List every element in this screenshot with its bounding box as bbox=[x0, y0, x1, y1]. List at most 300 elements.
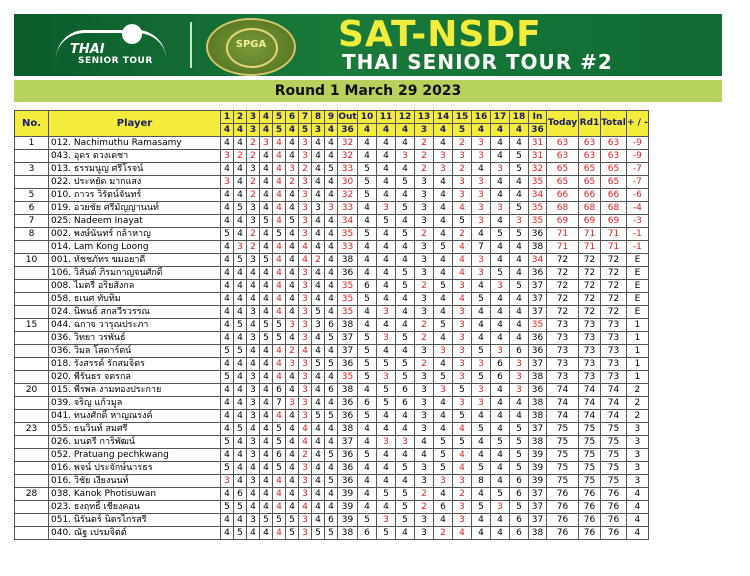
hole-score-cell: 4 bbox=[312, 514, 325, 527]
hole-score-cell: 3 bbox=[247, 332, 260, 345]
hole-score-cell: 5 bbox=[273, 332, 286, 345]
player-name-cell: 012. Nachimuthu Ramasamy bbox=[49, 137, 221, 150]
hole-score-cell: 3 bbox=[453, 176, 472, 189]
plus-minus-cell: E bbox=[627, 306, 649, 319]
hole-score-cell: 5 bbox=[273, 436, 286, 449]
today-cell: 74 bbox=[547, 397, 579, 410]
hole-score-cell: 6 bbox=[325, 514, 338, 527]
rank-cell: 7 bbox=[15, 215, 49, 228]
in-score-cell: 38 bbox=[529, 371, 547, 384]
player-name-cell: 001. หัชชภัทร ขมอยาดี bbox=[49, 254, 221, 267]
hole-score-cell: 5 bbox=[325, 332, 338, 345]
hole-score-cell: 4 bbox=[273, 475, 286, 488]
hole-score-cell: 3 bbox=[472, 137, 491, 150]
rd1-cell: 71 bbox=[579, 241, 601, 254]
hole-score-cell: 4 bbox=[377, 150, 396, 163]
hole-score-cell: 4 bbox=[312, 423, 325, 436]
hole-score-cell: 5 bbox=[325, 475, 338, 488]
hole-score-cell: 4 bbox=[325, 267, 338, 280]
hole-score-cell: 4 bbox=[396, 189, 415, 202]
hole-score-cell: 5 bbox=[453, 384, 472, 397]
out-score-cell: 39 bbox=[338, 501, 358, 514]
hole-score-cell: 4 bbox=[358, 150, 377, 163]
hole-score-cell: 4 bbox=[312, 488, 325, 501]
hole-score-cell: 4 bbox=[260, 436, 273, 449]
player-row bbox=[15, 189, 649, 202]
plus-minus-cell: 2 bbox=[627, 397, 649, 410]
rd1-cell: 76 bbox=[579, 514, 601, 527]
hole-score-cell: 4 bbox=[434, 137, 453, 150]
rank-cell bbox=[15, 358, 49, 371]
hole-score-cell: 4 bbox=[247, 462, 260, 475]
hole-score-cell: 5 bbox=[396, 488, 415, 501]
hole-score-cell: 4 bbox=[247, 280, 260, 293]
logo-divider bbox=[190, 22, 192, 68]
rd1-cell: 73 bbox=[579, 358, 601, 371]
hole-score-cell: 3 bbox=[453, 345, 472, 358]
hole-score-cell: 5 bbox=[472, 423, 491, 436]
hole-score-cell: 4 bbox=[396, 423, 415, 436]
plus-minus-cell: -4 bbox=[627, 202, 649, 215]
out-score-cell: 38 bbox=[338, 384, 358, 397]
player-name-cell: 043. อุดร ดวงเดชา bbox=[49, 150, 221, 163]
hole-score-cell: 4 bbox=[434, 293, 453, 306]
hole-score-cell: 3 bbox=[453, 397, 472, 410]
player-row bbox=[15, 241, 649, 254]
hole-score-cell: 5 bbox=[273, 514, 286, 527]
hole-6-header: 6 bbox=[286, 111, 299, 124]
plus-minus-cell: E bbox=[627, 280, 649, 293]
out-score-cell: 37 bbox=[338, 345, 358, 358]
hole-score-cell: 4 bbox=[312, 137, 325, 150]
out-score-cell: 33 bbox=[338, 202, 358, 215]
hole-score-cell: 4 bbox=[491, 254, 510, 267]
hole-score-cell: 4 bbox=[434, 202, 453, 215]
hole-score-cell: 4 bbox=[286, 371, 299, 384]
hole-score-cell: 8 bbox=[472, 475, 491, 488]
hole-score-cell: 4 bbox=[221, 397, 234, 410]
hole-score-cell: 4 bbox=[377, 319, 396, 332]
plus-minus-cell: 4 bbox=[627, 501, 649, 514]
hole-score-cell: 4 bbox=[286, 423, 299, 436]
hole-score-cell: 3 bbox=[299, 150, 312, 163]
hole-score-cell: 3 bbox=[415, 462, 434, 475]
par-in-cell: 36 bbox=[529, 124, 547, 137]
hole-score-cell: 3 bbox=[415, 527, 434, 540]
hole-score-cell: 3 bbox=[247, 215, 260, 228]
out-score-cell: 35 bbox=[338, 293, 358, 306]
in-score-cell: 37 bbox=[529, 488, 547, 501]
hole-score-cell: 5 bbox=[358, 345, 377, 358]
rd1-cell: 63 bbox=[579, 137, 601, 150]
hole-score-cell: 4 bbox=[472, 332, 491, 345]
par-cell: 4 bbox=[491, 124, 510, 137]
hole-score-cell: 6 bbox=[273, 449, 286, 462]
hole-score-cell: 3 bbox=[453, 358, 472, 371]
hole-score-cell: 4 bbox=[358, 319, 377, 332]
total-cell: 73 bbox=[601, 345, 627, 358]
hole-score-cell: 4 bbox=[358, 384, 377, 397]
hole-score-cell: 4 bbox=[286, 293, 299, 306]
hole-score-cell: 4 bbox=[312, 436, 325, 449]
out-score-cell: 36 bbox=[338, 462, 358, 475]
today-cell: 72 bbox=[547, 267, 579, 280]
hole-score-cell: 4 bbox=[434, 423, 453, 436]
hole-score-cell: 5 bbox=[221, 371, 234, 384]
hole-score-cell: 4 bbox=[273, 163, 286, 176]
rank-cell bbox=[15, 306, 49, 319]
hole-score-cell: 5 bbox=[472, 462, 491, 475]
hole-14-header: 14 bbox=[434, 111, 453, 124]
hole-score-cell: 5 bbox=[377, 527, 396, 540]
player-name-cell: 016. พจน์ ประจักษ์นารธร bbox=[49, 462, 221, 475]
hole-score-cell: 4 bbox=[260, 176, 273, 189]
hole-score-cell: 7 bbox=[273, 397, 286, 410]
hole-score-cell: 2 bbox=[234, 150, 247, 163]
hole-score-cell: 3 bbox=[299, 527, 312, 540]
hole-score-cell: 5 bbox=[325, 410, 338, 423]
player-row bbox=[15, 176, 649, 189]
hole-score-cell: 3 bbox=[247, 514, 260, 527]
total-cell: 72 bbox=[601, 267, 627, 280]
hole-score-cell: 3 bbox=[299, 332, 312, 345]
hole-score-cell: 4 bbox=[286, 150, 299, 163]
out-score-cell: 36 bbox=[338, 410, 358, 423]
hole-score-cell: 4 bbox=[234, 358, 247, 371]
out-score-cell: 35 bbox=[338, 371, 358, 384]
hole-score-cell: 4 bbox=[286, 436, 299, 449]
hole-score-cell: 3 bbox=[247, 254, 260, 267]
player-name-cell: 023. ธงฤทธิ์ เชี่ยงคอน bbox=[49, 501, 221, 514]
in-score-cell: 37 bbox=[529, 358, 547, 371]
plus-minus-cell: 1 bbox=[627, 319, 649, 332]
hole-score-cell: 4 bbox=[286, 410, 299, 423]
in-header: In bbox=[529, 111, 547, 124]
hole-score-cell: 6 bbox=[434, 501, 453, 514]
plus-minus-cell: 3 bbox=[627, 462, 649, 475]
hole-18-header: 18 bbox=[510, 111, 529, 124]
rank-cell bbox=[15, 501, 49, 514]
hole-score-cell: 4 bbox=[273, 501, 286, 514]
hole-score-cell: 4 bbox=[221, 332, 234, 345]
player-row bbox=[15, 501, 649, 514]
hole-score-cell: 5 bbox=[510, 501, 529, 514]
hole-score-cell: 3 bbox=[299, 371, 312, 384]
hole-score-cell: 6 bbox=[325, 384, 338, 397]
hole-score-cell: 3 bbox=[453, 514, 472, 527]
hole-score-cell: 4 bbox=[299, 436, 312, 449]
hole-score-cell: 5 bbox=[510, 462, 529, 475]
hole-score-cell: 4 bbox=[325, 228, 338, 241]
rd1-cell: 75 bbox=[579, 423, 601, 436]
hole-score-cell: 4 bbox=[377, 410, 396, 423]
par-cell: 4 bbox=[472, 124, 491, 137]
hole-score-cell: 4 bbox=[396, 215, 415, 228]
player-name-cell: 041. ทนงศักดิ์ หาญณรงค์ bbox=[49, 410, 221, 423]
player-row bbox=[15, 228, 649, 241]
hole-score-cell: 4 bbox=[286, 241, 299, 254]
player-row bbox=[15, 358, 649, 371]
hole-score-cell: 3 bbox=[377, 514, 396, 527]
rank-cell bbox=[15, 436, 49, 449]
hole-score-cell: 2 bbox=[415, 501, 434, 514]
hole-score-cell: 3 bbox=[415, 202, 434, 215]
hole-score-cell: 3 bbox=[286, 397, 299, 410]
out-score-cell: 36 bbox=[338, 267, 358, 280]
player-name-cell: 040. ณัฐ เปรมจิตต์ bbox=[49, 527, 221, 540]
hole-score-cell: 3 bbox=[472, 215, 491, 228]
player-row bbox=[15, 423, 649, 436]
hole-score-cell: 4 bbox=[472, 280, 491, 293]
rd1-cell: 72 bbox=[579, 280, 601, 293]
rank-cell: 8 bbox=[15, 228, 49, 241]
hole-score-cell: 4 bbox=[325, 436, 338, 449]
hole-score-cell: 5 bbox=[234, 345, 247, 358]
hole-score-cell: 3 bbox=[491, 163, 510, 176]
hole-score-cell: 4 bbox=[260, 410, 273, 423]
hole-score-cell: 4 bbox=[312, 384, 325, 397]
plus-minus-cell: -1 bbox=[627, 241, 649, 254]
player-name-cell: 002. พงษ์นันทร์ กล้าหาญ bbox=[49, 228, 221, 241]
hole-score-cell: 4 bbox=[247, 501, 260, 514]
hole-score-cell: 4 bbox=[325, 176, 338, 189]
hole-score-cell: 5 bbox=[312, 358, 325, 371]
hole-score-cell: 5 bbox=[286, 527, 299, 540]
hole-score-cell: 5 bbox=[312, 410, 325, 423]
plus-minus-cell: 1 bbox=[627, 371, 649, 384]
hole-score-cell: 3 bbox=[299, 319, 312, 332]
hole-score-cell: 3 bbox=[312, 319, 325, 332]
hole-score-cell: 4 bbox=[286, 267, 299, 280]
hole-score-cell: 4 bbox=[491, 215, 510, 228]
hole-score-cell: 4 bbox=[286, 202, 299, 215]
hole-score-cell: 4 bbox=[325, 371, 338, 384]
hole-score-cell: 5 bbox=[510, 423, 529, 436]
par-cell: 3 bbox=[415, 124, 434, 137]
hole-score-cell: 5 bbox=[396, 176, 415, 189]
spga-logo bbox=[206, 18, 296, 76]
hole-score-cell: 6 bbox=[325, 319, 338, 332]
hole-score-cell: 3 bbox=[221, 475, 234, 488]
hole-score-cell: 4 bbox=[234, 397, 247, 410]
rd1-cell: 73 bbox=[579, 345, 601, 358]
par-cell: 4 bbox=[325, 124, 338, 137]
today-cell: 76 bbox=[547, 488, 579, 501]
golf-ball-icon bbox=[122, 24, 142, 44]
hole-score-cell: 3 bbox=[299, 202, 312, 215]
logo-thai-text: THAI bbox=[70, 42, 105, 57]
hole-score-cell: 4 bbox=[491, 319, 510, 332]
par-cell: 4 bbox=[286, 124, 299, 137]
hole-score-cell: 5 bbox=[273, 319, 286, 332]
rank-cell: 1 bbox=[15, 137, 49, 150]
hole-score-cell: 2 bbox=[415, 163, 434, 176]
hole-score-cell: 4 bbox=[312, 215, 325, 228]
player-name-cell: 015. พีรพล งามทองประกาย bbox=[49, 384, 221, 397]
hole-score-cell: 4 bbox=[312, 267, 325, 280]
hole-score-cell: 4 bbox=[312, 371, 325, 384]
hole-score-cell: 5 bbox=[221, 436, 234, 449]
player-name-cell: 008. ไมตรี อริยสังกล bbox=[49, 280, 221, 293]
hole-score-cell: 4 bbox=[358, 254, 377, 267]
hole-score-cell: 4 bbox=[234, 189, 247, 202]
hole-score-cell: 5 bbox=[434, 436, 453, 449]
rank-cell bbox=[15, 527, 49, 540]
hole-score-cell: 4 bbox=[377, 449, 396, 462]
plus-minus-cell: 1 bbox=[627, 332, 649, 345]
hole-score-cell: 5 bbox=[260, 215, 273, 228]
hole-score-cell: 4 bbox=[472, 449, 491, 462]
rank-cell: 5 bbox=[15, 189, 49, 202]
player-name-cell: 055. ธนวินท์ สมศรี bbox=[49, 423, 221, 436]
hole-score-cell: 4 bbox=[273, 293, 286, 306]
hole-score-cell: 4 bbox=[234, 228, 247, 241]
hole-score-cell: 4 bbox=[396, 475, 415, 488]
hole-score-cell: 4 bbox=[377, 137, 396, 150]
in-score-cell: 39 bbox=[529, 449, 547, 462]
hole-score-cell: 5 bbox=[325, 527, 338, 540]
rank-cell bbox=[15, 332, 49, 345]
hole-score-cell: 3 bbox=[472, 397, 491, 410]
hole-score-cell: 5 bbox=[510, 202, 529, 215]
hole-score-cell: 5 bbox=[396, 462, 415, 475]
out-score-cell: 38 bbox=[338, 527, 358, 540]
par-cell: 4 bbox=[221, 124, 234, 137]
plus-minus-cell: 2 bbox=[627, 384, 649, 397]
hole-score-cell: 4 bbox=[234, 267, 247, 280]
today-cell: 72 bbox=[547, 280, 579, 293]
hole-score-cell: 5 bbox=[396, 280, 415, 293]
rank-cell bbox=[15, 267, 49, 280]
in-score-cell: 37 bbox=[529, 293, 547, 306]
hole-score-cell: 4 bbox=[273, 306, 286, 319]
hole-number-row bbox=[15, 111, 649, 124]
hole-score-cell: 6 bbox=[491, 371, 510, 384]
hole-score-cell: 7 bbox=[472, 241, 491, 254]
today-cell: 73 bbox=[547, 358, 579, 371]
plus-minus-cell: -9 bbox=[627, 150, 649, 163]
rd1-cell: 69 bbox=[579, 215, 601, 228]
total-cell: 75 bbox=[601, 423, 627, 436]
rd1-cell: 75 bbox=[579, 436, 601, 449]
hole-score-cell: 4 bbox=[221, 423, 234, 436]
hole-score-cell: 4 bbox=[312, 241, 325, 254]
hole-score-cell: 4 bbox=[325, 254, 338, 267]
par-out-cell: 36 bbox=[338, 124, 358, 137]
hole-score-cell: 3 bbox=[260, 137, 273, 150]
player-row bbox=[15, 306, 649, 319]
hole-score-cell: 3 bbox=[415, 397, 434, 410]
out-score-cell: 38 bbox=[338, 319, 358, 332]
in-score-cell: 38 bbox=[529, 410, 547, 423]
total-cell: 68 bbox=[601, 202, 627, 215]
player-row bbox=[15, 449, 649, 462]
hole-15-header: 15 bbox=[453, 111, 472, 124]
hole-score-cell: 4 bbox=[396, 293, 415, 306]
hole-score-cell: 3 bbox=[453, 189, 472, 202]
in-score-cell: 38 bbox=[529, 436, 547, 449]
hole-score-cell: 4 bbox=[221, 189, 234, 202]
player-name-cell: 016. วิชัย เงียงนนท์ bbox=[49, 475, 221, 488]
hole-score-cell: 3 bbox=[472, 384, 491, 397]
player-row bbox=[15, 215, 649, 228]
rd1-cell: 65 bbox=[579, 176, 601, 189]
hole-score-cell: 5 bbox=[491, 488, 510, 501]
player-row bbox=[15, 488, 649, 501]
hole-score-cell: 4 bbox=[260, 384, 273, 397]
hole-score-cell: 4 bbox=[247, 527, 260, 540]
hole-score-cell: 4 bbox=[299, 241, 312, 254]
hole-score-cell: 3 bbox=[299, 514, 312, 527]
hole-score-cell: 4 bbox=[453, 293, 472, 306]
hole-score-cell: 5 bbox=[491, 267, 510, 280]
hole-score-cell: 3 bbox=[299, 306, 312, 319]
hole-score-cell: 4 bbox=[510, 306, 529, 319]
rank-cell: 15 bbox=[15, 319, 49, 332]
hole-score-cell: 3 bbox=[415, 254, 434, 267]
total-cell: 73 bbox=[601, 358, 627, 371]
hole-score-cell: 4 bbox=[299, 423, 312, 436]
hole-score-cell: 4 bbox=[510, 332, 529, 345]
hole-score-cell: 6 bbox=[510, 488, 529, 501]
hole-score-cell: 4 bbox=[312, 449, 325, 462]
hole-score-cell: 4 bbox=[247, 345, 260, 358]
in-score-cell: 36 bbox=[529, 267, 547, 280]
total-cell: 76 bbox=[601, 501, 627, 514]
hole-score-cell: 4 bbox=[434, 410, 453, 423]
hole-1-header: 1 bbox=[221, 111, 234, 124]
plus-minus-cell: -7 bbox=[627, 176, 649, 189]
player-name-cell: 020. พีรันธร จตรกล bbox=[49, 371, 221, 384]
hole-score-cell: 4 bbox=[453, 202, 472, 215]
hole-score-cell: 3 bbox=[247, 475, 260, 488]
hole-score-cell: 4 bbox=[312, 150, 325, 163]
hole-score-cell: 4 bbox=[453, 267, 472, 280]
hole-score-cell: 4 bbox=[358, 423, 377, 436]
in-score-cell: 37 bbox=[529, 514, 547, 527]
hole-score-cell: 3 bbox=[299, 462, 312, 475]
hole-score-cell: 5 bbox=[234, 202, 247, 215]
player-row bbox=[15, 202, 649, 215]
hole-score-cell: 4 bbox=[510, 189, 529, 202]
today-cell: 69 bbox=[547, 215, 579, 228]
hole-score-cell: 4 bbox=[234, 462, 247, 475]
hole-score-cell: 4 bbox=[221, 306, 234, 319]
hole-score-cell: 5 bbox=[434, 449, 453, 462]
hole-score-cell: 3 bbox=[491, 345, 510, 358]
par-cell: 5 bbox=[299, 124, 312, 137]
in-score-cell: 32 bbox=[529, 163, 547, 176]
hole-score-cell: 3 bbox=[247, 163, 260, 176]
hole-score-cell: 4 bbox=[286, 228, 299, 241]
hole-score-cell: 4 bbox=[221, 202, 234, 215]
player-name-cell: 036. วิมล โสดาร์ตน์ bbox=[49, 345, 221, 358]
hole-score-cell: 4 bbox=[221, 215, 234, 228]
in-score-cell: 37 bbox=[529, 423, 547, 436]
hole-score-cell: 6 bbox=[510, 527, 529, 540]
plus-minus-cell: 4 bbox=[627, 488, 649, 501]
hole-score-cell: 4 bbox=[286, 462, 299, 475]
hole-score-cell: 3 bbox=[472, 176, 491, 189]
hole-score-cell: 4 bbox=[453, 449, 472, 462]
today-cell: 71 bbox=[547, 228, 579, 241]
plus-minus-cell: 1 bbox=[627, 358, 649, 371]
total-cell: 75 bbox=[601, 449, 627, 462]
hole-score-cell: 4 bbox=[434, 306, 453, 319]
hole-score-cell: 4 bbox=[221, 163, 234, 176]
hole-score-cell: 4 bbox=[325, 137, 338, 150]
hole-score-cell: 2 bbox=[453, 163, 472, 176]
